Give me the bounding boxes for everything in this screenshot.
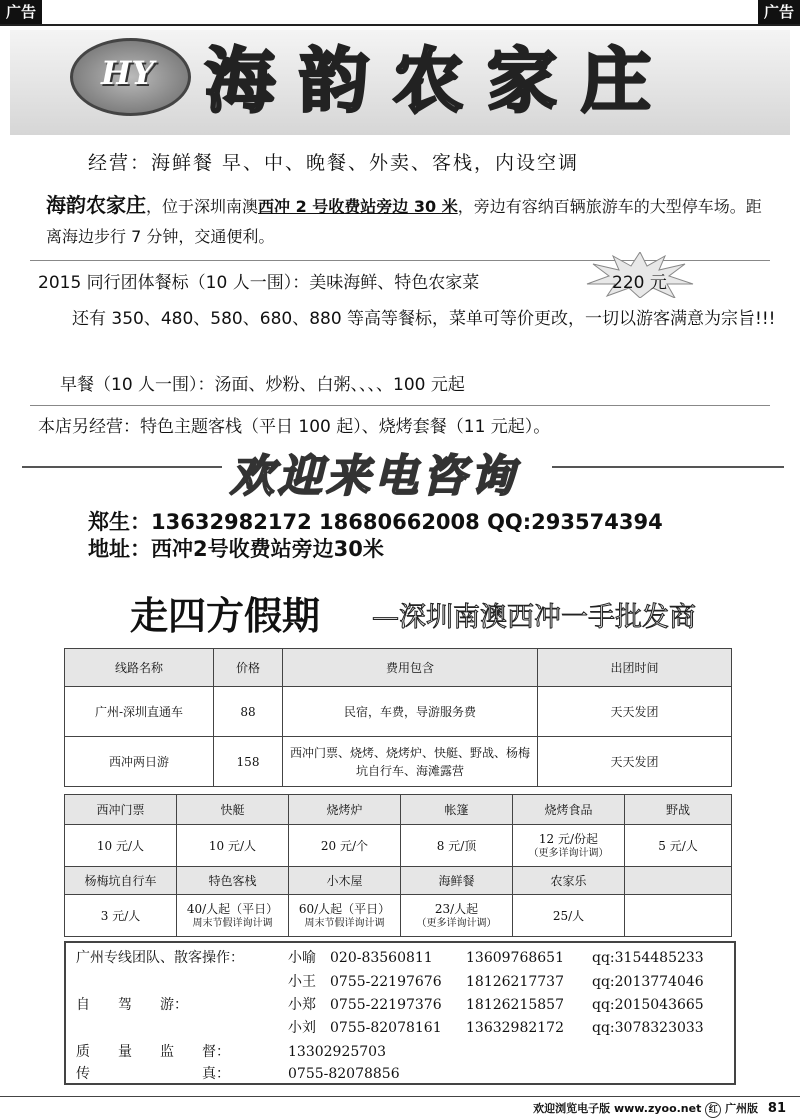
footer-badge: 红 [705, 1102, 721, 1118]
item-name [625, 867, 732, 895]
footer-divider [0, 1096, 800, 1097]
item-price: 8 元/顶 [401, 825, 513, 867]
item-price: 10 元/人 [65, 825, 177, 867]
contact-name: 小郑 [288, 997, 316, 1013]
extra-services-line: 本店另经营：特色主题客栈（平日 100 起）、烧烤套餐（11 元起）。 [38, 417, 551, 437]
route-schedule: 天天发团 [538, 737, 732, 787]
route-name: 西冲两日游 [65, 737, 214, 787]
item-note: （更多详询计调） [416, 918, 497, 929]
item-price: 23/人起 [434, 902, 479, 916]
item-price: 5 元/人 [625, 825, 732, 867]
top-divider [0, 24, 800, 26]
item-name: 烧烤食品 [513, 795, 625, 825]
item-price-cell [401, 895, 513, 937]
item-name: 西冲门票 [65, 795, 177, 825]
contact-qq: qq:2015043665 [592, 997, 704, 1013]
item-name: 海鲜餐 [401, 867, 513, 895]
operations-contact-box [64, 941, 736, 1085]
ops-label-quality: 质 量 监 督： [76, 1044, 230, 1060]
item-name: 烧烤炉 [289, 795, 401, 825]
table-row [65, 795, 732, 825]
holiday-title: 走四方假期 [130, 594, 321, 638]
contact-mobile: 13609768651 [466, 950, 564, 966]
contact-mobile: 18126217737 [466, 974, 564, 990]
items-price-table [64, 794, 732, 937]
contact-tel: 0755-22197376 [330, 997, 442, 1013]
other-menus-line: 还有 350、480、580、680、880 等高等餐标，菜单可等价更改，一切以游客满意为宗旨!!! [72, 309, 776, 329]
intro-location-highlight: 西冲 2 号收费站旁边 30 米 [258, 197, 458, 216]
item-name: 快艇 [177, 795, 289, 825]
contact-qq: qq:3154485233 [592, 950, 704, 966]
route-includes: 民宿，车费，导游服务费 [283, 687, 538, 737]
footer-site-text: 欢迎浏览电子版 www.zyoo.net [533, 1102, 702, 1115]
group-menu-price: 220 元 [612, 273, 667, 293]
contact-name: 小喻 [288, 950, 316, 966]
contact-address-line: 地址：西冲2号收费站旁边30米 [88, 537, 384, 561]
item-price: 25/人 [513, 895, 625, 937]
item-price: 20 元/个 [289, 825, 401, 867]
routes-table [64, 648, 732, 787]
item-note: 周末节假详询计调 [304, 918, 385, 929]
ops-label-group: 广州专线团队、散客操作： [76, 950, 244, 966]
contact-qq: qq:3078323033 [592, 1020, 704, 1036]
item-price-cell [513, 825, 625, 867]
routes-header-schedule: 出团时间 [538, 649, 732, 687]
brand-logo-letters: HY [100, 54, 155, 92]
welcome-heading: 欢迎来电咨询 [230, 451, 518, 502]
table-row [65, 737, 732, 787]
divider-2 [30, 405, 770, 406]
item-note: （更多详询计调） [528, 848, 609, 859]
route-price: 158 [214, 737, 283, 787]
table-row [65, 687, 732, 737]
item-price: 10 元/人 [177, 825, 289, 867]
item-name: 特色客栈 [177, 867, 289, 895]
contact-tel: 020-83560811 [330, 950, 433, 966]
footer [533, 1100, 786, 1118]
routes-header-includes: 费用包含 [283, 649, 538, 687]
item-name: 帐篷 [401, 795, 513, 825]
item-price-cell [289, 895, 401, 937]
item-name: 农家乐 [513, 867, 625, 895]
item-name: 杨梅坑自行车 [65, 867, 177, 895]
item-price: 60/人起（平日） [298, 902, 391, 916]
brand-name: 海韵农家庄 [205, 39, 675, 122]
contact-phone-line: 郑生：13632982172 18680662008 QQ:293574394 [88, 510, 663, 534]
routes-header-price: 价格 [214, 649, 283, 687]
item-name: 野战 [625, 795, 732, 825]
table-row [65, 867, 732, 895]
quality-phone: 13302925703 [288, 1044, 386, 1060]
item-price: 3 元/人 [65, 895, 177, 937]
intro-brand-name: 海韵农家庄 [46, 193, 146, 217]
contact-name: 小王 [288, 974, 316, 990]
contact-tel: 0755-82078161 [330, 1020, 442, 1036]
intro-text-2: ，旁边有容纳百辆旅游车的大型停车场。距离海边步行 7 分钟，交通便利。 [46, 197, 762, 246]
item-price [625, 895, 732, 937]
group-menu-line: 2015 同行团体餐标（10 人一围）：美味海鲜、特色农家菜 [38, 273, 480, 293]
welcome-rule-left [22, 466, 222, 468]
contact-name: 小刘 [288, 1020, 316, 1036]
footer-edition: 广州版 [725, 1102, 759, 1115]
route-name: 广州-深圳直通车 [65, 687, 214, 737]
breakfast-line: 早餐（10 人一围）：汤面、炒粉、白粥、、、、100 元起 [60, 375, 465, 395]
item-price: 12 元/份起 [538, 832, 599, 846]
contact-qq: qq:2013774046 [592, 974, 704, 990]
fax-number: 0755-82078856 [288, 1066, 400, 1082]
intro-paragraph [46, 190, 766, 252]
contact-mobile: 13632982172 [466, 1020, 564, 1036]
ad-tag-right: 广告 [758, 0, 800, 24]
contact-tel: 0755-22197676 [330, 974, 442, 990]
page-number: 81 [767, 1101, 786, 1116]
item-note: 周末节假详询计调 [192, 918, 273, 929]
item-price-cell [177, 895, 289, 937]
route-price: 88 [214, 687, 283, 737]
ad-tag-left: 广告 [0, 0, 42, 24]
route-includes: 西冲门票、烧烤、烧烤炉、快艇、野战、杨梅坑自行车、海滩露营 [283, 737, 538, 787]
contact-mobile: 18126215857 [466, 997, 564, 1013]
ops-label-self-drive: 自 驾 游： [76, 997, 188, 1013]
services-line: 经营：海鲜餐 早、中、晚餐、外卖、客栈，内设空调 [88, 152, 580, 174]
table-row [65, 895, 732, 937]
intro-text-1: ，位于深圳南澳 [146, 197, 259, 216]
welcome-rule-right [552, 466, 784, 468]
item-name: 小木屋 [289, 867, 401, 895]
routes-header-name: 线路名称 [65, 649, 214, 687]
table-row [65, 825, 732, 867]
holiday-subtitle: —深圳南澳西冲一手批发商 [372, 602, 696, 633]
route-schedule: 天天发团 [538, 687, 732, 737]
ops-label-fax: 传 真： [76, 1066, 230, 1082]
item-price: 40/人起（平日） [186, 902, 279, 916]
